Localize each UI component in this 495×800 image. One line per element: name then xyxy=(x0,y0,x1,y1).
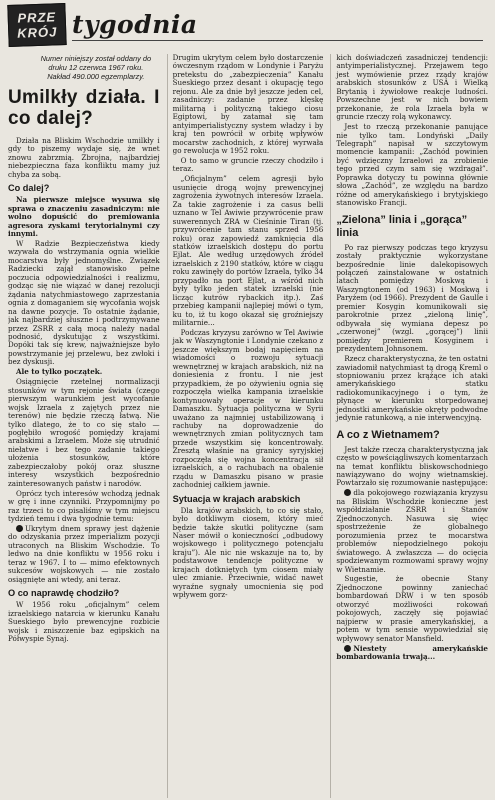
lead-paragraph: Działa na Bliskim Wschodzie umilkły i gdy to piszemy wydaje się, że wnet znowu zabrzmią. Zbrojna, najbardziej niebezpieczna faza konfliktu mamy już chyba za sobą. xyxy=(8,136,160,179)
subhead-sytuacja: Sytuacja w krajach arabskich xyxy=(172,493,301,504)
section-title: tygodnia xyxy=(72,10,198,39)
bullet-paragraph xyxy=(336,645,488,662)
paragraph: Osiągnięcie rzetelnej normalizacji stosunków w tym rejonie świata (czego pierwszym warunkiem jest wycofanie wojsk Izraela z zajętych przez nie terenów) nie będzie rzeczą łatwą. Nie tylko dlatego, że to co się stało — pogłębiło wrogość pomiędzy krajami arabskimi a Izraelem. Może się utrudnić niełatwe i bez tego zadanie takiego ułożenia stosunków, które zabezpieczałoby pokój oraz słuszne interesy wszystkich bezpośrednio zainteresowanych państw i narodów. xyxy=(8,377,160,488)
logo-top-text: PRZE xyxy=(17,9,57,26)
print-note: Numer niniejszy został oddany do druku 12 czerwca 1967 roku. Nakład 490.000 egzemplarzy. xyxy=(40,54,152,81)
article-columns xyxy=(8,54,488,798)
paragraph: Dla krajów arabskich, to co się stało, było dotkliwym ciosem, który mieć będzie także skutki polityczne (sam Naser mówił o konieczności „odbudowy wojskowego i politycznego potencjału kraju”). Ale nic nie wskazuje na to, by podstawowe tendencje polityczne w krajach dotkniętych tym ciosem miały ulec zmianie. Przeciwnie, widać nawet wyraźne sygnały umocnienia się pod wpływem gorz- xyxy=(172,505,324,600)
bullet-icon xyxy=(344,645,351,652)
masthead xyxy=(8,4,489,60)
article-headline: Umilkły działa. I co dalej? xyxy=(8,87,160,129)
paragraph: O to samo w gruncie rzeczy chodziło i teraz. xyxy=(172,155,324,174)
paragraph: Drugim ukrytym celem było dostarczenie ówczesnym rządom w Londynie i Paryżu pretekstu do „zabezpieczenia” Kanału Sueskiego przez desant i okupację tego rejonu. Ale za dnie był jeszcze jeden cel, zasadniczy: zadanie przez klęskę militarną i polityczną takiego ciosu Egiptowi, by zatamał się tam antyimperialistyczny system władzy i by kraj ten powrócił w orbitę wpływów mocarstw zachodnich, z której wyrwała go rewolucja w 1952 roku. xyxy=(172,54,324,155)
subhead-co-dalej: Co dalej? xyxy=(8,183,50,194)
paragraph: Sugestie, że obecnie Stany Zjednoczone powinny zaniechać bombardowań DRW i w ten sposób otworzyć możliwości rokowań pokojowych, zaczęły się pojawiać najpierw w prasie amerykańskiej, a potem w tym sensie wypowiedział się wpływowy senator Mansfield. xyxy=(336,574,488,643)
paragraph: Oprócz tych interesów wchodzą jednak w grę i inne czynniki. Przypomnijmy po raz trzeci to co pisaliśmy w tym miejscu tydzień temu i dwa tygodnie temu: xyxy=(8,488,160,524)
column-3 xyxy=(330,54,488,798)
paragraph: Jest także rzeczą charakterystyczną jak często w powściągliwszych komentarzach na temat konfliktu bliskowschodniego nawiązywano do wojny wietnamskiej. Powtarzało się rozumowanie następujące: xyxy=(336,444,488,488)
logo-bottom-text: KRÓJ xyxy=(16,24,58,41)
paragraph: W 1956 roku „oficjalnym” celem izraelskiego natarcia w kierunku Kanału Sueskiego było prewencyjne rozbicie wojsk i zniszczenie baz egipskich na Półwyspie Synaj. xyxy=(8,600,160,643)
paragraph: Ale to tylko początek. xyxy=(16,367,103,377)
paragraph: Jest to rzeczą przekonanie panujące nie tylko tam. Londyński „Daily Telegraph” napisał w szczytowym momencie kampanii: „Zachód powinien być wdzięczny Izraelowi za zrobienie tego przed czym sam się wzdragał”. Poprawka dotyczy tu powinna głównie słowa „Zachód”, ze względu na bardzo różne od amerykańskiego i brytyjskiego stanowisko Francji. xyxy=(336,122,488,208)
paragraph: kich doświadczeń zasadniczej tendencji: antyimperialistycznej. Przejawem tego jest wymówienie przez rządy krajów arabskich stosunków z USA i Wielką Brytanią i żywiołowe reakcje ludności. Powszechne jest w nich bowiem przekonanie, że rola Izraela była w gruncie rzeczy rolą wykonawcy. xyxy=(336,54,488,122)
paragraph: Rzecz charakterystyczna, że ten ostatni zawiadomił natychmiast tą drogą Kreml o stopniowaniu przez krążące ich ataki amerykańskiego statku radiokomunikacyjnego i o tym, że płynące w kierunku storpedowanej jednostki amerykańskie okręty podwodne jedynie ratunkową, a nie interwencyjną. xyxy=(336,354,488,423)
paragraph: Na pierwsze miejsce wysuwa się sprawa o znaczeniu zasadniczym: nie wolno dopuścić do premiowania agresora zyskami terytorialnymi czy innymi. xyxy=(8,195,160,239)
column-1 xyxy=(8,54,160,798)
bullet-paragraph xyxy=(336,489,488,574)
paragraph: W Radzie Bezpieczeństwa kiedy wzywała do wstrzymania ognia wielkie mocarstwa były jednomyślne. Związek Radziecki zajął stanowisko pełne poczucia odpowiedzialności i realizmu, godząc się nie wiązać w danej rezolucji żądania natychmiastowego zaprzestania ognia z domaganiem się wycofania wojsk na dawne pozycje. To ostatnie żądanie, jak najbardziej słuszne i podtrzymywane przez ZSRR z całą mocą należy nadal podnosić, dyskutując z wszystkimi. Dopóki tak się krew, najważniejsze było powstrzymanie jej przelewu, bez zwłoki i bez dyskusji. xyxy=(8,239,160,367)
column-2 xyxy=(167,54,324,798)
bullet-icon xyxy=(344,489,351,496)
bullet-text: Ukrytym dnem sprawy jest dążenie do odzyskania przez imperializm pozycji utraconych na Bliskim Wschodzie. To ledwo na dnie konfliktu w 1956 roku i teraz w 1967. I to — mimo efektownych sukcesów wojskowych — nie zostało osiągnięte ani wtedy, ani teraz. xyxy=(8,523,160,584)
subhead-o-co-chodzilo: O co naprawdę chodziło? xyxy=(8,588,120,599)
masthead-rule xyxy=(72,40,483,41)
subhead-wietnam: A co z Wietnamem? xyxy=(336,428,440,441)
paragraph: „Oficjalnym” celem agresji było usunięcie drogą wojny prewencyjnej zagrożenia żywotnych interesów Izraela. Za takie zagrożenie i za casus belli uznano w Tel Awiwie przywrócenie praw suwerennych ZRA w Cieśninie Tiran (tj. przywrócenie tam stanu sprzed 1956 roku) oraz zapowiedź zamknięcia dla statków izraelskich dostępu do portu Ejlat. Ale według urzędowych źródeł izraelskich z 2190 statków, które w ciągu roku zawinęły do portów Izraela, tylko 34 przypadło na port Ejlat, a wśród nich były tylko jeden statek izraelski (nie licząc kutrów rybackich itp.). Zaś przebieg kampanii najlepiej mówi o tym, ku to, iż tu kogo okazał się groźniejszy militarnie... xyxy=(172,174,324,328)
bullet-text: Niestety amerykańskie bombardowania trwają... xyxy=(336,643,488,662)
bullet-icon xyxy=(16,525,23,532)
bullet-text: dla pokojowego rozwiązania kryzysu na Bliskim Wschodzie konieczne jest współdziałanie ZSRR i Stanów Zjednoczonych. Nasuwa się więc spostrzeżenie że globalnego porozumienia przez te mocarstwa problemów niepodzielnego pokoju światowego. A zwłaszcza — do ocięcia spodziewanym rozmowami sprawy wojny w Wietnamie. xyxy=(336,488,488,574)
paragraph: Podczas kryzysu zarówno w Tel Awiwie jak w Waszyngtonie i Londynie czekano z jeszcze większym bodaj napięciem na wiadomości o rozwoju sytuacji wewnętrznej w krajach arabskich, niż na doniesienia z frontu. I nie jest przypadkiem, że po ożywieniu ognia się rozpoczęła wielka kampania izraelskie kontynuowały operacje w kierunku Damaszku. Sytuacja polityczna w Syrii uważano za najmniej ustabilizowaną i rachuby na doprowadzenie do wewnętrznych zmian politycznych tam przede wszystkim się koncentrowały. Zresztą właśnie na granicy syryjskiej rozpoczęła się wojna koncentracja sił izraelskich, a o rachubach na obalenie rządu w Damaszku pisano w prasie zachodniej całkiem jawnie. xyxy=(172,328,324,490)
przekroj-logo xyxy=(7,3,66,47)
subhead-linie: „Zielona” linia i „gorąca” linia xyxy=(336,213,468,239)
bullet-paragraph xyxy=(8,525,160,584)
paragraph: Po raz pierwszy podczas tego kryzysu zostały praktycznie wykorzystane bezpośrednie linie dalekopisowych połączeń zainstalowane w ostatnich latach pomiędzy Moskwą i Waszyngtonem (od 1963) i Moskwą i Paryżem (od 1966). Prezydent de Gaulle i premier Kosygin komunikowali się parokrotnie przez „zieloną linię”, odbywała się wymiana depesz po „czerwonej” (wzgl. „gorącej”) linii pomiędzy premierem Kosyginem i prezydentem Johnsonem. xyxy=(336,242,488,354)
